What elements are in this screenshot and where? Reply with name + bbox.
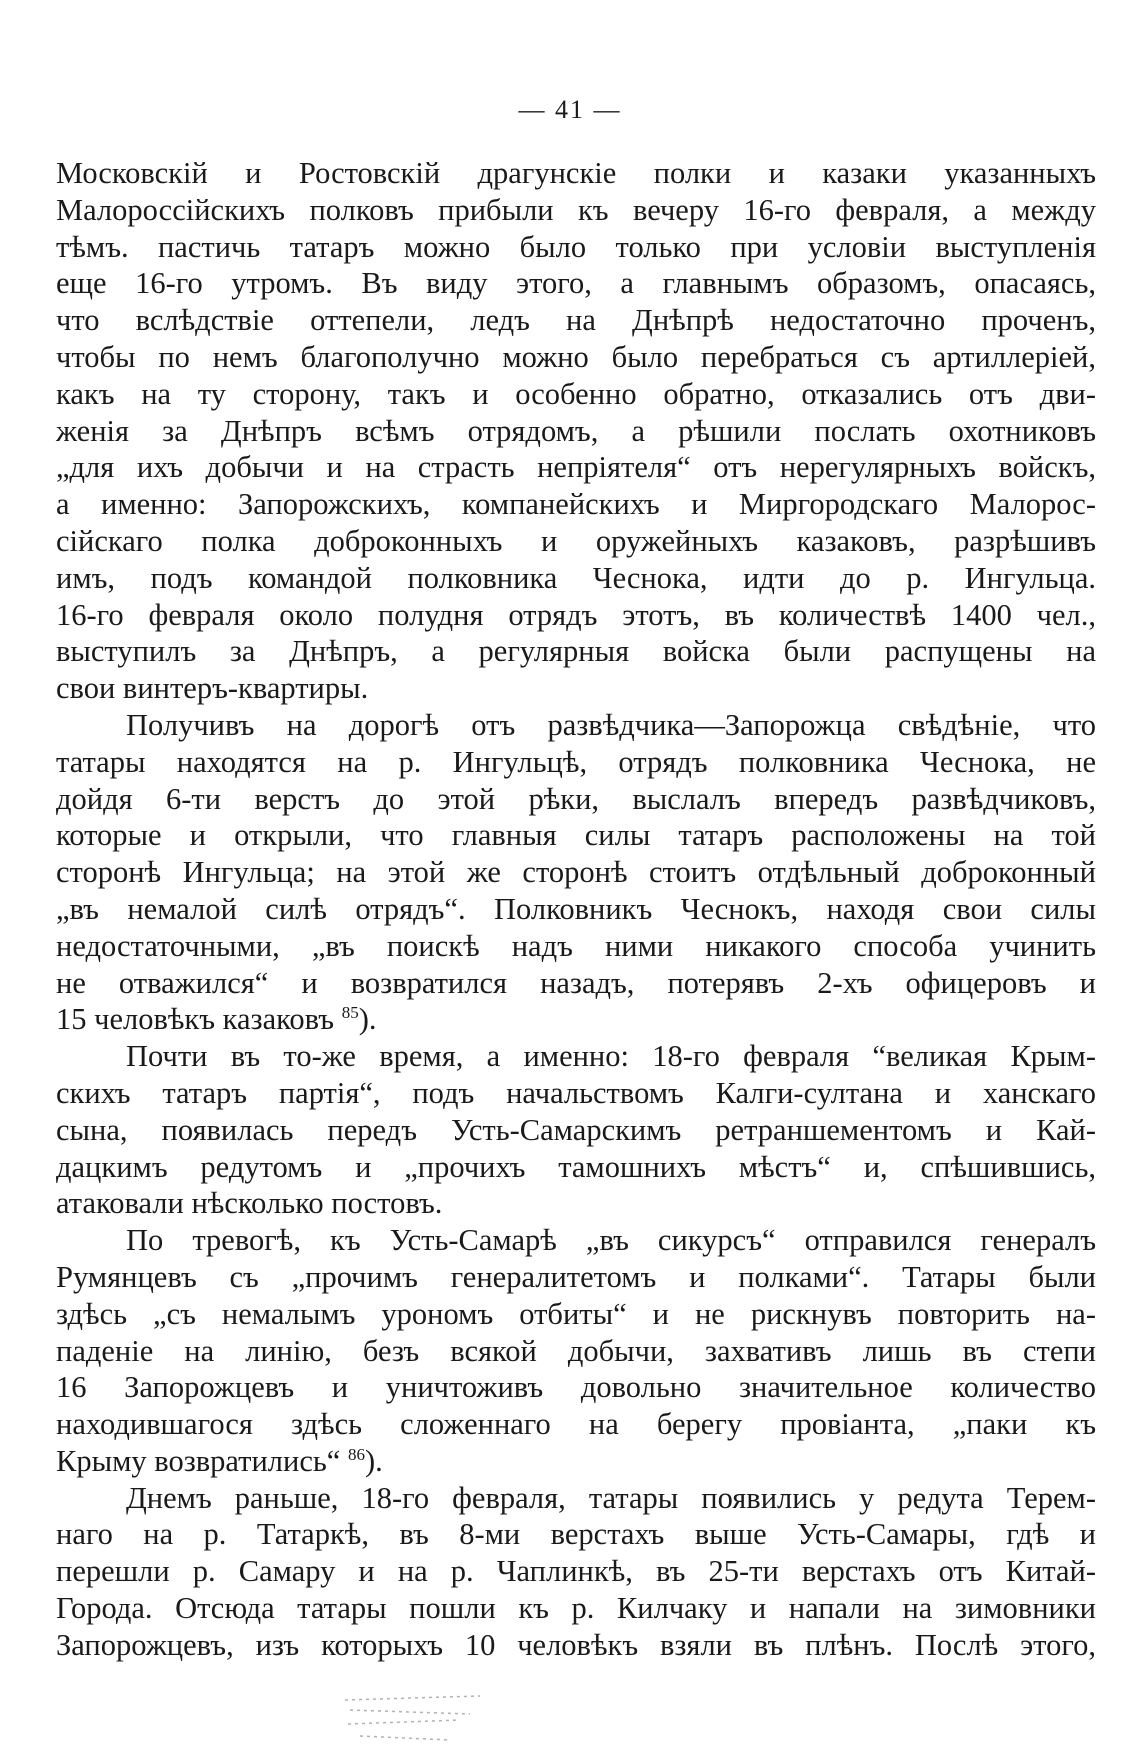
line-text: „въ немалой силѣ отрядъ“. Полковникъ Чеснокъ, находя свои силы bbox=[56, 891, 1096, 926]
text-line bbox=[56, 376, 1096, 413]
line-text: дойдя 6-ти верстъ до этой рѣки, выслалъ впередъ развѣдчиковъ, bbox=[56, 781, 1096, 816]
line-text: еще 16-го утромъ. Въ виду этого, а главнымъ образомъ, опасаясь, bbox=[56, 266, 1096, 301]
line-text: перешли р. Самару и на р. Чаплинкѣ, въ 25-ти верстахъ отъ Китай- bbox=[56, 1554, 1096, 1589]
line-text: что вслѣдствіе оттепели, ледъ на Днѣпрѣ недостаточно проченъ, bbox=[56, 303, 1096, 338]
text-line bbox=[56, 1333, 1096, 1370]
page-number: — 41 — bbox=[518, 95, 622, 124]
text-line bbox=[56, 1443, 1096, 1480]
line-text: Получивъ на дорогѣ отъ развѣдчика—Запорожца свѣдѣніе, что bbox=[126, 707, 1096, 742]
text-line bbox=[56, 1001, 1096, 1038]
line-text: женія за Днѣпръ всѣмъ отрядомъ, а рѣшили послать охотниковъ bbox=[56, 413, 1096, 448]
line-text: здѣсь „съ немалымъ урономъ отбиты“ и не рискнувъ повторить на- bbox=[56, 1296, 1096, 1331]
line-text: какъ на ту сторону, такъ и особенно обратно, отказались отъ дви- bbox=[56, 376, 1096, 411]
paragraph bbox=[56, 707, 1096, 1038]
text-line bbox=[56, 1627, 1096, 1664]
text-line bbox=[56, 1075, 1096, 1112]
line-text: не отважился“ и возвратился назадъ, потерявъ 2-хъ офицеровъ и bbox=[56, 965, 1096, 1000]
text-line bbox=[56, 854, 1096, 891]
text-line bbox=[56, 1369, 1096, 1406]
text-line bbox=[56, 633, 1096, 670]
line-text: Малороссійскихъ полковъ прибыли къ вечеру 16-го февраля, а между bbox=[56, 192, 1096, 227]
paragraph bbox=[56, 1038, 1096, 1222]
line-text: Московскій и Ростовскій драгунскіе полки и казаки указанныхъ bbox=[56, 156, 1096, 190]
text-line bbox=[56, 707, 1096, 744]
line-text: недостаточными, „въ поискѣ надъ ними никакого способа учинить bbox=[56, 928, 1096, 963]
paragraph bbox=[56, 1222, 1096, 1480]
line-text: паденіе на линію, безъ всякой добычи, захвативъ лишь въ степи bbox=[56, 1333, 1096, 1368]
library-stamp bbox=[340, 1690, 490, 1745]
footnote-tail: ). bbox=[358, 1002, 377, 1037]
line-text: чтобы по немъ благополучно можно было перебраться съ артиллеріей, bbox=[56, 339, 1096, 374]
text-line bbox=[56, 523, 1096, 560]
text-line bbox=[56, 1553, 1096, 1590]
text-line bbox=[56, 597, 1096, 634]
line-text: Города. Отсюда татары пошли къ р. Килчаку и напали на зимовники bbox=[56, 1591, 1096, 1626]
text-line bbox=[56, 965, 1096, 1002]
line-text: свои винтеръ-квартиры. bbox=[56, 671, 369, 706]
line-text: Запорожцевъ, изъ которыхъ 10 человѣкъ взяли въ плѣнъ. Послѣ этого, bbox=[56, 1627, 1096, 1662]
line-text: находившагося здѣсь сложеннаго на берегу провіанта, „паки къ bbox=[56, 1407, 1096, 1442]
text-line bbox=[56, 1112, 1096, 1149]
line-text: татары находятся на р. Ингульцѣ, отрядъ полковника Чеснока, не bbox=[56, 744, 1096, 779]
line-text: 15 человѣкъ казаковъ bbox=[56, 1002, 335, 1037]
text-line bbox=[56, 1516, 1096, 1553]
line-text: имъ, подъ командой полковника Чеснока, идти до р. Ингульца. bbox=[56, 560, 1096, 595]
text-line bbox=[56, 928, 1096, 965]
line-text: Крыму возвратились“ bbox=[56, 1443, 341, 1478]
line-text: выступилъ за Днѣпръ, а регулярныя войска были распущены на bbox=[56, 634, 1096, 669]
text-line bbox=[56, 781, 1096, 818]
line-text: тѣмъ. пастичь татаръ можно было только при условіи выступленія bbox=[56, 229, 1096, 264]
line-text: которые и открыли, что главныя силы татаръ расположены на той bbox=[56, 818, 1096, 853]
stamp-marks bbox=[340, 1690, 490, 1745]
line-text: Почти въ то-же время, а именно: 18-го февраля “великая Крым- bbox=[126, 1039, 1096, 1074]
text-line bbox=[56, 1259, 1096, 1296]
line-text: Днемъ раньше, 18-го февраля, татары появились у редута Терем- bbox=[126, 1480, 1096, 1515]
line-text: „для ихъ добычи и на страсть непріятеля“ отъ нерегулярныхъ войскъ, bbox=[56, 450, 1096, 485]
text-line bbox=[56, 1222, 1096, 1259]
text-line bbox=[56, 486, 1096, 523]
line-text: сына, появилась передъ Усть-Самарскимъ ретраншементомъ и Кай- bbox=[56, 1112, 1096, 1147]
text-line bbox=[56, 1480, 1096, 1517]
text-line bbox=[56, 670, 1096, 707]
text-line bbox=[56, 1296, 1096, 1333]
footnote-tail: ). bbox=[364, 1443, 383, 1478]
page-body bbox=[56, 155, 1096, 1664]
text-line bbox=[56, 1590, 1096, 1627]
text-line bbox=[56, 413, 1096, 450]
footnote-marker: 85 bbox=[341, 1003, 359, 1023]
line-text: атаковали нѣсколько постовъ. bbox=[56, 1186, 443, 1221]
footnote-marker: 86 bbox=[347, 1444, 365, 1464]
text-line bbox=[56, 560, 1096, 597]
text-line bbox=[56, 891, 1096, 928]
text-line bbox=[56, 1038, 1096, 1075]
text-line bbox=[56, 449, 1096, 486]
paragraph bbox=[56, 155, 1096, 707]
line-text: По тревогѣ, къ Усть-Самарѣ „въ сикурсъ“ отправился генералъ bbox=[126, 1223, 1096, 1258]
paragraph bbox=[56, 1480, 1096, 1664]
line-text: дацкимъ редутомъ и „прочихъ тамошнихъ мѣстъ“ и, спѣшившись, bbox=[56, 1149, 1096, 1184]
line-text: сійскаго полка доброконныхъ и оружейныхъ казаковъ, разрѣшивъ bbox=[56, 523, 1096, 558]
text-line bbox=[56, 1185, 1096, 1222]
line-text: 16-го февраля около полудня отрядъ этотъ, въ количествѣ 1400 чел., bbox=[56, 597, 1096, 632]
text-line bbox=[56, 155, 1096, 192]
text-line bbox=[56, 1149, 1096, 1186]
text-line bbox=[56, 744, 1096, 781]
text-line bbox=[56, 339, 1096, 376]
line-text: скихъ татаръ партія“, подъ начальствомъ Калги-султана и ханскаго bbox=[56, 1075, 1096, 1110]
line-text: а именно: Запорожскихъ, компанейскихъ и Миргородскаго Малорос- bbox=[56, 487, 1096, 522]
line-text: Румянцевъ съ „прочимъ генералитетомъ и полками“. Татары были bbox=[56, 1259, 1096, 1294]
text-line bbox=[56, 265, 1096, 302]
text-line bbox=[56, 229, 1096, 266]
text-line bbox=[56, 817, 1096, 854]
text-line bbox=[56, 302, 1096, 339]
text-line bbox=[56, 192, 1096, 229]
line-text: 16 Запорожцевъ и уничтоживъ довольно значительное количество bbox=[56, 1370, 1096, 1405]
line-text: сторонѣ Ингульца; на этой же сторонѣ стоитъ отдѣльный доброконный bbox=[56, 855, 1096, 890]
text-line bbox=[56, 1406, 1096, 1443]
line-text: наго на р. Татаркѣ, въ 8-ми верстахъ выше Усть-Самары, гдѣ и bbox=[56, 1517, 1096, 1552]
